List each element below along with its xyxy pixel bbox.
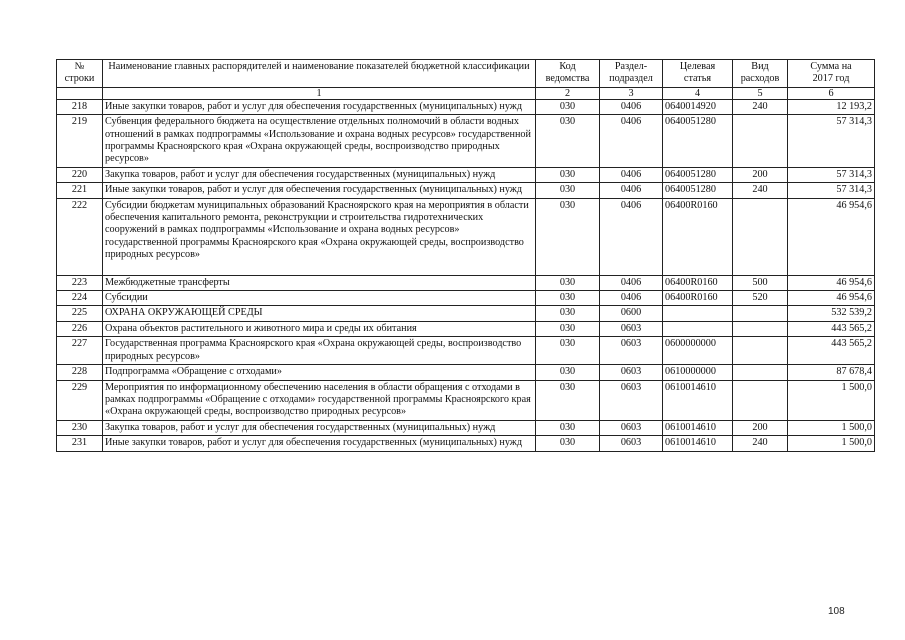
row-department-code: 030 [536, 365, 600, 380]
header-index-2: 2 [536, 87, 600, 99]
row-number: 223 [57, 275, 103, 290]
header-section: Раздел- подраздел [600, 60, 663, 88]
row-section: 0406 [600, 99, 663, 114]
row-expense-type [733, 380, 788, 420]
row-number: 228 [57, 365, 103, 380]
row-name: Закупка товаров, работ и услуг для обеспечения государственных (муниципальных) нужд [103, 167, 536, 182]
row-sum: 46 954,6 [788, 275, 875, 290]
table-header [57, 60, 875, 100]
row-section: 0600 [600, 306, 663, 321]
row-department-code: 030 [536, 380, 600, 420]
row-expense-type [733, 306, 788, 321]
row-target-article: 0610014610 [663, 436, 733, 451]
table-row [57, 321, 875, 336]
budget-table [56, 59, 875, 452]
row-sum: 443 565,2 [788, 337, 875, 365]
table-row [57, 306, 875, 321]
table-row [57, 99, 875, 114]
row-expense-type [733, 321, 788, 336]
row-expense-type: 240 [733, 436, 788, 451]
header-index-row [57, 87, 875, 99]
row-department-code: 030 [536, 198, 600, 275]
row-section: 0406 [600, 275, 663, 290]
row-number: 226 [57, 321, 103, 336]
row-number: 222 [57, 198, 103, 275]
page-number: 108 [828, 606, 845, 617]
row-target-article: 0600000000 [663, 337, 733, 365]
row-name: Закупка товаров, работ и услуг для обеспечения государственных (муниципальных) нужд [103, 420, 536, 435]
row-sum: 1 500,0 [788, 436, 875, 451]
table-row [57, 436, 875, 451]
row-target-article: 06400R0160 [663, 291, 733, 306]
table-row [57, 365, 875, 380]
table-row [57, 183, 875, 198]
row-sum: 12 193,2 [788, 99, 875, 114]
row-sum: 46 954,6 [788, 198, 875, 275]
row-sum: 57 314,3 [788, 115, 875, 168]
table-row [57, 275, 875, 290]
row-number: 231 [57, 436, 103, 451]
row-expense-type: 200 [733, 420, 788, 435]
header-name: Наименование главных распорядителей и наименование показателей бюджетной классификации [103, 60, 536, 88]
row-number: 227 [57, 337, 103, 365]
header-index-3: 3 [600, 87, 663, 99]
row-name: Охрана объектов растительного и животного мира и среды их обитания [103, 321, 536, 336]
row-expense-type: 240 [733, 99, 788, 114]
header-row [57, 60, 875, 88]
row-target-article: 0610014610 [663, 380, 733, 420]
row-department-code: 030 [536, 337, 600, 365]
row-name: Субсидии бюджетам муниципальных образований Красноярского края на мероприятия в области обеспечения капитального ремонта, реконструкции и строительства гидротехнических сооружений в рамках подпрограммы «Использование и охрана водных ресурсов» государственной программы Красноярского края «Охрана окружающей среды, воспроизводство природных ресурсов» [103, 198, 536, 275]
row-sum: 87 678,4 [788, 365, 875, 380]
header-sum: Сумма на 2017 год [788, 60, 875, 88]
table-row [57, 380, 875, 420]
row-name: ОХРАНА ОКРУЖАЮЩЕЙ СРЕДЫ [103, 306, 536, 321]
row-target-article: 0640051280 [663, 183, 733, 198]
row-number: 218 [57, 99, 103, 114]
row-number: 229 [57, 380, 103, 420]
row-section: 0603 [600, 337, 663, 365]
row-department-code: 030 [536, 291, 600, 306]
table-row [57, 420, 875, 435]
row-target-article: 0610000000 [663, 365, 733, 380]
header-target-article: Целевая статья [663, 60, 733, 88]
row-sum: 57 314,3 [788, 167, 875, 182]
row-section: 0406 [600, 167, 663, 182]
row-section: 0406 [600, 291, 663, 306]
row-sum: 46 954,6 [788, 291, 875, 306]
row-section: 0603 [600, 420, 663, 435]
row-section: 0406 [600, 183, 663, 198]
row-name: Иные закупки товаров, работ и услуг для обеспечения государственных (муниципальных) нужд [103, 436, 536, 451]
row-sum: 532 539,2 [788, 306, 875, 321]
row-name: Государственная программа Красноярского края «Охрана окружающей среды, воспроизводство природных ресурсов» [103, 337, 536, 365]
row-section: 0603 [600, 380, 663, 420]
table-row [57, 115, 875, 168]
row-name: Мероприятия по информационному обеспечению населения в области обращения с отходами в рамках подпрограммы «Обращение с отходами» государственной программы Красноярского края «Охрана окружающей среды, воспроизводство природных ресурсов» [103, 380, 536, 420]
row-number: 221 [57, 183, 103, 198]
header-index-5: 5 [733, 87, 788, 99]
header-department-code: Код ведомства [536, 60, 600, 88]
row-number: 230 [57, 420, 103, 435]
row-target-article: 0640051280 [663, 167, 733, 182]
row-number: 219 [57, 115, 103, 168]
row-section: 0406 [600, 115, 663, 168]
row-department-code: 030 [536, 115, 600, 168]
row-expense-type: 200 [733, 167, 788, 182]
row-name: Межбюджетные трансферты [103, 275, 536, 290]
table-row [57, 167, 875, 182]
row-expense-type: 520 [733, 291, 788, 306]
row-number: 224 [57, 291, 103, 306]
row-name: Субвенция федерального бюджета на осуществление отдельных полномочий в области водных отношений в рамках подпрограммы «Использование и охрана водных ресурсов» государственной программы Красноярского края «Охрана окружающей среды, воспроизводство природных ресурсов» [103, 115, 536, 168]
row-department-code: 030 [536, 306, 600, 321]
row-number: 225 [57, 306, 103, 321]
table-body [57, 99, 875, 451]
row-department-code: 030 [536, 183, 600, 198]
row-expense-type [733, 198, 788, 275]
table-row [57, 198, 875, 275]
row-section: 0603 [600, 436, 663, 451]
row-target-article: 0640051280 [663, 115, 733, 168]
row-target-article: 0610014610 [663, 420, 733, 435]
row-number: 220 [57, 167, 103, 182]
row-department-code: 030 [536, 436, 600, 451]
row-target-article: 06400R0160 [663, 198, 733, 275]
row-section: 0406 [600, 198, 663, 275]
row-target-article [663, 321, 733, 336]
row-expense-type [733, 337, 788, 365]
row-sum: 1 500,0 [788, 380, 875, 420]
row-sum: 443 565,2 [788, 321, 875, 336]
row-target-article: 0640014920 [663, 99, 733, 114]
row-sum: 57 314,3 [788, 183, 875, 198]
row-department-code: 030 [536, 275, 600, 290]
row-name: Иные закупки товаров, работ и услуг для обеспечения государственных (муниципальных) нужд [103, 183, 536, 198]
header-index-6: 6 [788, 87, 875, 99]
row-section: 0603 [600, 365, 663, 380]
row-department-code: 030 [536, 420, 600, 435]
header-expense-type: Вид расходов [733, 60, 788, 88]
row-name: Иные закупки товаров, работ и услуг для обеспечения государственных (муниципальных) нужд [103, 99, 536, 114]
row-sum: 1 500,0 [788, 420, 875, 435]
row-expense-type: 500 [733, 275, 788, 290]
row-name: Подпрограмма «Обращение с отходами» [103, 365, 536, 380]
header-index-1: 1 [103, 87, 536, 99]
header-index-empty [57, 87, 103, 99]
row-department-code: 030 [536, 99, 600, 114]
table-row [57, 337, 875, 365]
header-index-4: 4 [663, 87, 733, 99]
row-expense-type: 240 [733, 183, 788, 198]
row-department-code: 030 [536, 321, 600, 336]
table-row [57, 291, 875, 306]
row-expense-type [733, 365, 788, 380]
row-name: Субсидии [103, 291, 536, 306]
row-expense-type [733, 115, 788, 168]
row-target-article [663, 306, 733, 321]
row-section: 0603 [600, 321, 663, 336]
row-department-code: 030 [536, 167, 600, 182]
header-row-number: № строки [57, 60, 103, 88]
row-target-article: 06400R0160 [663, 275, 733, 290]
